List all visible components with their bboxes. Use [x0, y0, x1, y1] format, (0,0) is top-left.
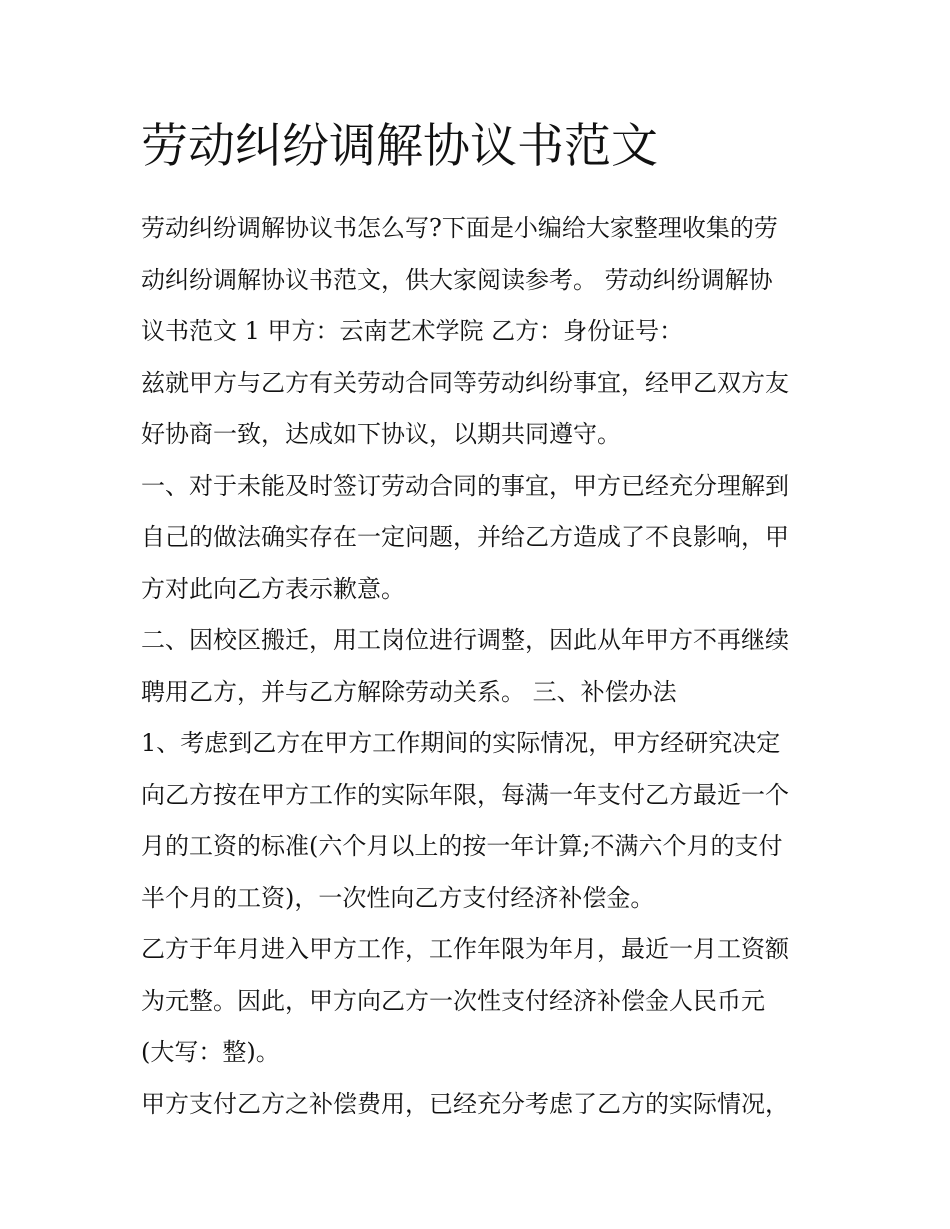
text-line: 方对此向乙方表示歉意。 [141, 574, 405, 603]
text-line: 自己的做法确实存在一定问题，并给乙方造成了不良影响，甲 [141, 523, 789, 551]
paragraph-compensation-amount [141, 924, 821, 1079]
text-line: 向乙方按在甲方工作的实际年限，每满一年支付乙方最近一个 [141, 780, 789, 809]
text-line: 好协商一致，达成如下协议，以期共同遵守。 [141, 420, 621, 448]
document-body [141, 203, 821, 1130]
text-line: 兹就甲方与乙方有关劳动合同等劳动纠纷事宜，经甲乙双方友 [141, 368, 789, 397]
text-line: (大写：整)。 [141, 1038, 280, 1066]
text-line: 乙方于年月进入甲方工作，工作年限为年月，最近一月工资额 [141, 935, 789, 963]
text-line: 半个月的工资)，一次性向乙方支付经济补偿金。 [141, 883, 655, 912]
text-line: 动纠纷调解协议书范文，供大家阅读参考。 劳动纠纷调解协 [141, 265, 773, 294]
text-line: 甲方支付乙方之补偿费用，已经充分考虑了乙方的实际情况， [141, 1089, 789, 1118]
text-line: 月的工资的标准(六个月以上的按一年计算;不满六个月的支付 [141, 832, 783, 860]
text-line: 为元整。因此，甲方向乙方一次性支付经济补偿金人民币元 [141, 986, 765, 1015]
paragraph-clause-1 [141, 461, 821, 616]
text-line: 劳动纠纷调解协议书怎么写?下面是小编给大家整理收集的劳 [141, 214, 778, 242]
paragraph-preamble [141, 358, 821, 461]
paragraph-clause-2 [141, 615, 821, 718]
paragraph-compensation-1 [141, 718, 821, 924]
paragraph-intro [141, 203, 821, 358]
paragraph-payment-terms [141, 1079, 821, 1131]
text-line: 聘用乙方，并与乙方解除劳动关系。 三、补偿办法 [141, 677, 677, 706]
text-line: 1、考虑到乙方在甲方工作期间的实际情况，甲方经研究决定 [141, 729, 781, 757]
text-line: 议书范文 1 甲方：云南艺术学院 乙方：身份证号： [141, 317, 684, 345]
text-line: 一、对于未能及时签订劳动合同的事宜，甲方已经充分理解到 [141, 471, 789, 500]
document-title: 劳动纠纷调解协议书范文 [141, 119, 658, 174]
text-line: 二、因校区搬迁，用工岗位进行调整，因此从年甲方不再继续 [141, 626, 789, 654]
